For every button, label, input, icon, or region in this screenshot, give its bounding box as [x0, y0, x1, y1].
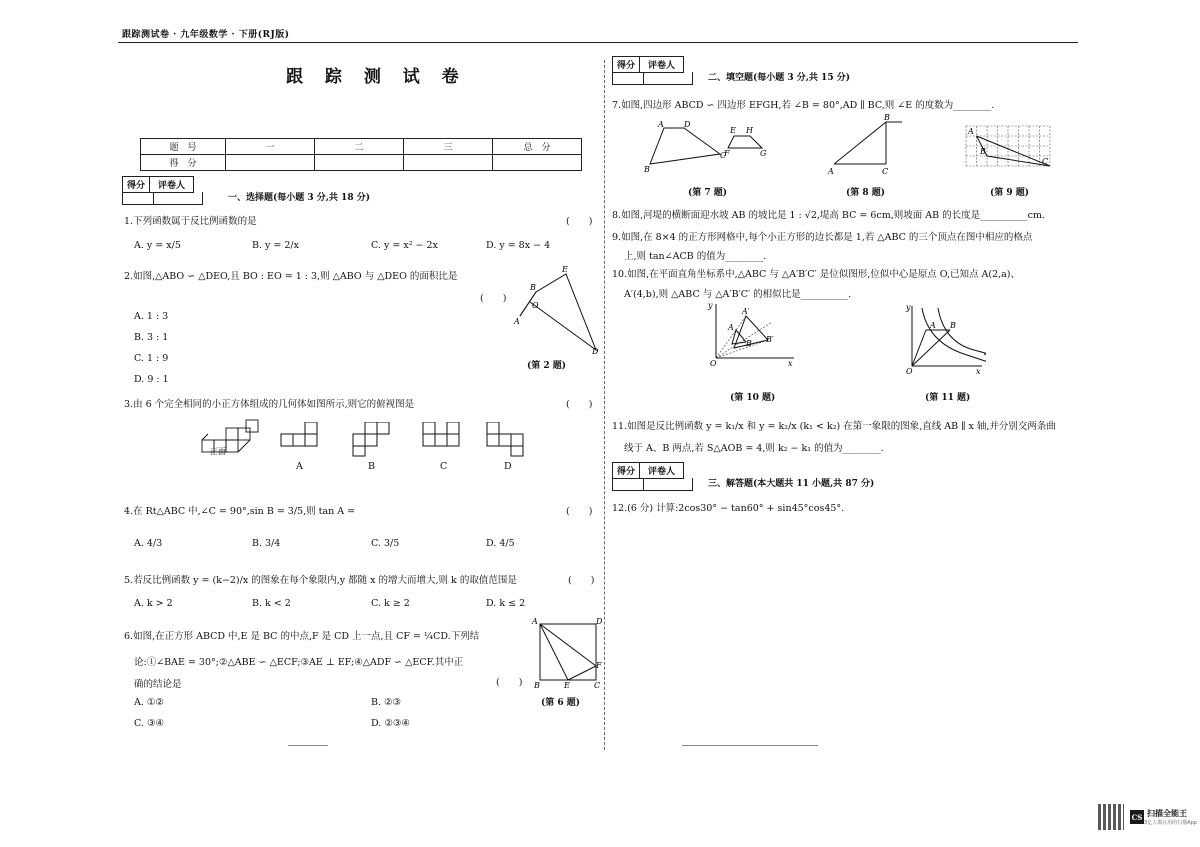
score-blank[interactable] — [122, 192, 154, 205]
svg-text:y: y — [708, 301, 713, 310]
score-label: 得分 — [127, 181, 146, 191]
grader-label: 评卷人 — [639, 463, 683, 478]
answer-paren[interactable]: ( ) — [480, 293, 507, 304]
grader-box — [612, 56, 684, 73]
option-a: A. 1 : 3 — [134, 311, 169, 322]
qr-code-icon — [1098, 804, 1124, 830]
fold-line — [604, 60, 605, 750]
option-b: B. y = 2/x — [252, 240, 299, 251]
option-c: C. y = x² − 2x — [371, 240, 438, 251]
score-blank[interactable] — [612, 72, 644, 85]
grader-label: 评卷人 — [149, 177, 193, 192]
svg-text:A: A — [930, 321, 936, 330]
answer-paren[interactable]: ( ) — [566, 506, 593, 517]
question-2: 2.如图,△ABO ∽ △DEO,且 BO : EO = 1 : 3,则 △ABO 与 △DEO 的面积比是 — [124, 271, 458, 282]
question-11: 11.如图是反比例函数 y = k₁/x 和 y = k₂/x (k₁ < k₂) 在第一象限的图象,直线 AB ∥ x 轴,并分别交两条曲 — [612, 421, 1056, 432]
question-3: 3.由 6 个完全相同的小正方体组成的几何体如图所示,则它的俯视图是 — [124, 399, 415, 410]
top-view-b — [352, 422, 390, 458]
section-heading: 一、选择题(每小题 3 分,共 18 分) — [228, 193, 370, 203]
option-d: D — [504, 461, 512, 472]
scanner-name: 扫描全能王 — [1147, 809, 1187, 818]
question-10-line: A′(4,b),则 △ABC 与 △A′B′C′ 的相似比是__________. — [624, 289, 852, 300]
svg-text:B: B — [644, 165, 650, 174]
camscanner-logo: CS — [1130, 810, 1144, 824]
section-heading: 二、填空题(每小题 3 分,共 15 分) — [708, 73, 850, 83]
question-6: 6.如图,在正方形 ABCD 中,E 是 BC 的中点,F 是 CD 上一点,且 CF = ¼CD.下列结 — [124, 631, 480, 642]
figure-caption: (第 8 题) — [846, 188, 886, 198]
score-blank[interactable] — [612, 478, 644, 491]
option-b: B. k < 2 — [252, 598, 291, 609]
svg-text:C: C — [882, 167, 889, 176]
section-heading: 三、解答题(本大题共 11 小题,共 87 分) — [708, 479, 875, 489]
question-9-line: 上,则 tan∠ACB 的值为________. — [624, 251, 767, 262]
figure-caption: (第 6 题) — [541, 698, 581, 708]
score-cell[interactable] — [226, 155, 315, 171]
top-view-d — [486, 422, 526, 458]
header-rule — [118, 42, 1078, 43]
svg-text:B: B — [950, 321, 956, 330]
svg-text:A: A — [658, 120, 664, 129]
score-cell[interactable] — [404, 155, 493, 171]
question-6-line: 确的结论是 — [134, 679, 182, 690]
svg-text:C: C — [594, 681, 601, 690]
score-table-header: 题 号 — [141, 139, 226, 155]
figure-caption: (第 2 题) — [527, 361, 567, 371]
score-cell[interactable] — [315, 155, 404, 171]
figure-q10 — [706, 300, 796, 372]
question-6-line: 论:①∠BAE = 30°;②△ABE ∽ △ECF;③AE ⊥ EF;④△ADF ∽ △ECF.其中正 — [134, 657, 464, 668]
score-table-header: 二 — [315, 139, 404, 155]
score-table-header: 一 — [226, 139, 315, 155]
svg-text:F: F — [724, 149, 730, 158]
option-b: B. ②③ — [371, 697, 402, 708]
option-a: A. ①② — [134, 697, 164, 708]
svg-text:B: B — [746, 339, 752, 348]
grader-blank[interactable] — [644, 72, 693, 85]
figure-q7 — [640, 118, 775, 176]
question-8: 8.如图,河堤的横断面迎水坡 AB 的坡比是 1 : √2,堤高 BC = 6cm,则坡面 AB 的长度是__________cm. — [612, 210, 1045, 221]
svg-text:D: D — [596, 617, 602, 626]
score-table — [140, 138, 582, 171]
figure-caption: (第 9 题) — [990, 188, 1030, 198]
svg-text:G: G — [760, 149, 767, 158]
figure-q11 — [904, 302, 986, 374]
svg-text:A′: A′ — [742, 307, 750, 316]
svg-text:C: C — [1042, 157, 1049, 166]
score-label: 得分 — [617, 61, 636, 71]
option-b: B. 3 : 1 — [134, 332, 169, 343]
option-d: D. y = 8x − 4 — [486, 240, 551, 251]
option-a: A. k > 2 — [134, 598, 173, 609]
option-a: A — [296, 461, 303, 472]
answer-paren[interactable]: ( ) — [566, 399, 593, 410]
option-b: B — [368, 461, 375, 472]
figure-caption: (第 10 题) — [730, 393, 776, 403]
grader-box — [122, 176, 194, 193]
svg-text:A: A — [968, 127, 974, 136]
page-title: 跟 踪 测 试 卷 — [286, 67, 467, 87]
svg-text:D: D — [592, 347, 599, 356]
option-c: C. 1 : 9 — [134, 353, 169, 364]
question-5: 5.若反比例函数 y = (k−2)/x 的图象在每个象限内,y 都随 x 的增大而增大,则 k 的取值范围是 — [124, 575, 517, 586]
option-c: C — [440, 461, 448, 472]
front-label: 正面 — [210, 447, 226, 456]
svg-text:H: H — [746, 126, 753, 135]
score-table-header: 总 分 — [493, 139, 582, 155]
question-4: 4.在 Rt△ABC 中,∠C = 90°,sin B = 3/5,则 tan A = — [124, 506, 356, 517]
option-c: C. k ≥ 2 — [371, 598, 410, 609]
option-c: C. ③④ — [134, 718, 165, 729]
svg-text:B: B — [530, 283, 536, 292]
grader-box — [612, 462, 684, 479]
svg-text:x: x — [788, 359, 793, 368]
figure-q2 — [508, 264, 604, 356]
svg-text:D: D — [684, 120, 691, 129]
top-view-a — [280, 422, 318, 448]
svg-text:E: E — [564, 681, 570, 690]
svg-text:A: A — [728, 323, 734, 332]
svg-text:F: F — [596, 661, 602, 670]
scanner-slogan: 3亿人都在用的扫描App — [1144, 820, 1197, 826]
svg-text:B: B — [980, 147, 986, 156]
svg-text:A: A — [828, 167, 834, 176]
svg-text:B′: B′ — [766, 335, 774, 344]
option-d: D. k ≤ 2 — [486, 598, 526, 609]
question-12: 12.(6 分) 计算:2cos30° − tan60° + sin45°cos45°. — [612, 503, 845, 514]
grader-blank[interactable] — [154, 192, 203, 205]
figure-q9 — [962, 122, 1054, 168]
question-7: 7.如图,四边形 ABCD ∽ 四边形 EFGH,若 ∠B = 80°,AD ∥ BC,则 ∠E 的度数为________. — [612, 100, 995, 111]
figure-q6 — [530, 616, 602, 690]
grader-blank[interactable] — [644, 478, 693, 491]
question-1: 1.下列函数属于反比例函数的是 — [124, 216, 257, 227]
option-c: C. 3/5 — [371, 538, 400, 549]
svg-text:A: A — [532, 617, 538, 626]
svg-text:C: C — [720, 151, 727, 160]
option-d: D. ②③④ — [371, 718, 410, 729]
svg-text:A: A — [514, 317, 520, 326]
figure-caption: (第 11 题) — [925, 393, 971, 403]
svg-text:B: B — [884, 114, 890, 122]
scanner-watermark — [1098, 804, 1197, 830]
option-a: A. y = x/5 — [134, 240, 181, 251]
svg-text:O: O — [532, 301, 539, 310]
option-d: D. 4/5 — [486, 538, 515, 549]
svg-text:B: B — [534, 681, 540, 690]
footer-line — [288, 745, 328, 746]
question-10: 10.如图,在平面直角坐标系中,△ABC 与 △A′B′C′ 是位似图形,位似中心是原点 O,已知点 A(2,a)、 — [612, 269, 1020, 280]
score-table-row-label: 得 分 — [141, 155, 226, 171]
svg-text:O: O — [710, 359, 717, 368]
option-a: A. 4/3 — [134, 538, 163, 549]
grader-label: 评卷人 — [639, 57, 683, 72]
cube-solid-figure — [196, 418, 266, 458]
svg-text:x: x — [976, 367, 981, 374]
page-header: 跟踪测试卷 · 九年级数学 · 下册(RJ版) — [122, 30, 290, 40]
question-11-line: 线于 A、B 两点,若 S△AOB = 4,则 k₂ − k₁ 的值为________. — [624, 443, 884, 454]
figure-caption: (第 7 题) — [688, 188, 728, 198]
svg-text:y: y — [906, 303, 911, 312]
question-9: 9.如图,在 8×4 的正方形网格中,每个小正方形的边长都是 1,若 △ABC 的三个顶点在图中相应的格点 — [612, 232, 1033, 243]
answer-paren[interactable]: ( ) — [496, 677, 523, 688]
answer-paren[interactable]: ( ) — [568, 575, 595, 586]
score-table-header: 三 — [404, 139, 493, 155]
score-label: 得分 — [617, 467, 636, 477]
score-cell[interactable] — [493, 155, 582, 171]
figure-q8 — [826, 114, 906, 176]
svg-text:O: O — [906, 367, 913, 374]
top-view-c — [422, 422, 460, 450]
option-d: D. 9 : 1 — [134, 374, 169, 385]
footer-line — [682, 745, 818, 746]
answer-paren[interactable]: ( ) — [566, 216, 593, 227]
option-b: B. 3/4 — [252, 538, 281, 549]
svg-text:E: E — [562, 265, 568, 274]
svg-text:E: E — [730, 126, 736, 135]
